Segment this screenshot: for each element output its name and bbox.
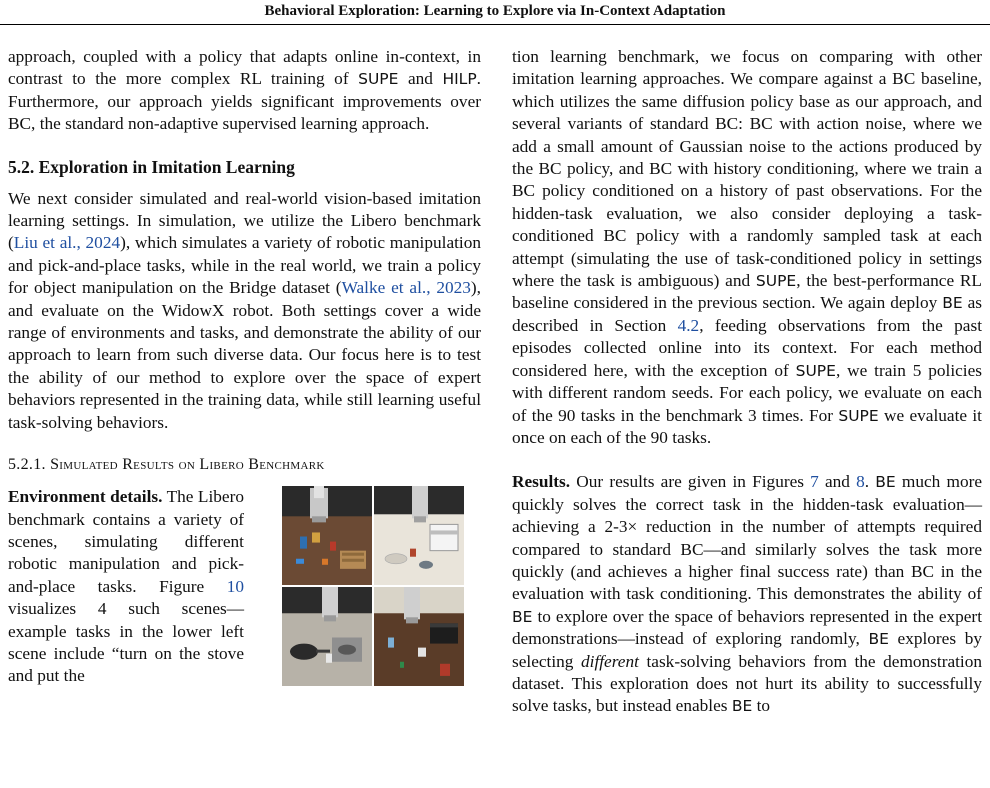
- method-name-be: BE: [875, 473, 896, 492]
- subsection-heading: 5.2.1. Simulated Results on Libero Benchmark: [8, 456, 325, 474]
- scene-tile-top-left: [282, 486, 372, 585]
- libero-scenes-figure: [282, 486, 464, 686]
- paragraph-baselines: tion learning benchmark, we focus on comparing with other imitation learning approaches. We compare against a BC baseline, which utilizes the same diffusion policy base as our approach, and several variants of standard BC: BC with action noise, where we add a small amount of Gaussian noise to the actions produced by the BC policy, and BC with history conditioning, where we train a BC policy conditioned on a history of past observations. For the hidden-task evaluation, we also consider deploying a task-conditioned BC policy with a randomly sampled task at each attempt (simulating the use of task-conditioned policy in settings where the task is ambiguous) and SUPE, the best-performance RL baseline considered in the previous section. We again deploy BE as described in Section 4.2, feeding observations from the past episodes collected online into its context. For each method considered here, with the exception of SUPE, we train 5 policies with different random seeds. For each policy, we evaluate on each of the 90 tasks in the benchmark 3 times. For SUPE we evaluate it once on each of the 90 tasks.: [512, 47, 983, 447]
- environment-details-block: [8, 486, 481, 688]
- emphasis-different: different: [581, 651, 639, 671]
- left-column: [8, 46, 481, 688]
- figure-ref-8[interactable]: 8: [856, 472, 865, 492]
- figure-ref-10[interactable]: 10: [226, 576, 244, 596]
- figure-ref-7[interactable]: 7: [810, 472, 819, 492]
- paragraph-results: Results. Our results are given in Figures 7 and 8. BE much more quickly solves the correct task in the hidden-task evaluation—achieving a 2-3× reduction in the number of attempts required compared to standard BC—and similarly solves the task more quickly (and achieves a higher final success rate) than BC in the evaluation with task conditioning. This demonstrates the ability of BE to explore over the space of behaviors represented in the expert demonstrations—instead of exploring randomly, BE explores by selecting different task-solving behaviors from the demonstration dataset. This exploration does not hurt its ability to successfully solve tasks, but instead enables BE to: [512, 472, 983, 716]
- citation-liu-2024[interactable]: Liu et al., 2024: [13, 233, 121, 253]
- method-name-be: BE: [868, 630, 889, 649]
- paragraph-environment-details: Environment details. The Libero benchmark contains a variety of scenes, simulating different robotic manipulation and pick-and-place tasks. Figure 10 visualizes 4 such scenes—example tasks in the lower left scene include “turn on the stove and put the: [8, 487, 244, 686]
- method-name-be: BE: [512, 607, 533, 626]
- section-heading: 5.2. Exploration in Imitation Learning: [8, 156, 295, 177]
- method-name-be: BE: [731, 697, 753, 716]
- method-name-supe: SUPE: [755, 272, 797, 291]
- method-name-supe: SUPE: [838, 406, 879, 425]
- section-ref-4-2[interactable]: 4.2: [677, 315, 700, 335]
- right-column: [512, 46, 982, 718]
- method-name-supe: SUPE: [795, 361, 836, 380]
- method-name-be: BE: [942, 294, 963, 313]
- running-header: Behavioral Exploration: Learning to Explore via In-Context Adaptation: [0, 0, 990, 25]
- paragraph-intro: approach, coupled with a policy that adapts online in-context, in contrast to the more complex RL training of SUPE and HILP. Furthermore, our approach yields significant improvements over BC, the standard non-adaptive supervised learning approach.: [8, 47, 481, 134]
- citation-walke-2023[interactable]: Walke et al., 2023: [341, 278, 471, 298]
- method-name-supe: SUPE: [358, 70, 399, 89]
- paragraph-imitation: We next consider simulated and real-world vision-based imitation learning settings. In simulation, we utilize the Libero benchmark (Liu et al., 2024), which simulates a variety of robotic manipulation and pick-and-place tasks, while in the real world, we train a policy for object manipulation on the Bridge dataset (Walke et al., 2023), and evaluate on the WidowX robot. Both settings cover a wide range of environments and tasks, and demonstrate the ability of our approach to learn from such diverse data. Our focus here is to test the ability of our method to explore over the space of expert behaviors represented in the training data, while still learning useful task-solving behaviors.: [8, 188, 481, 432]
- scene-tile-top-right: [374, 486, 464, 585]
- scene-tile-bottom-left: [282, 587, 372, 686]
- scene-tile-bottom-right: [374, 587, 464, 686]
- method-name-hilp: HILP: [442, 70, 477, 89]
